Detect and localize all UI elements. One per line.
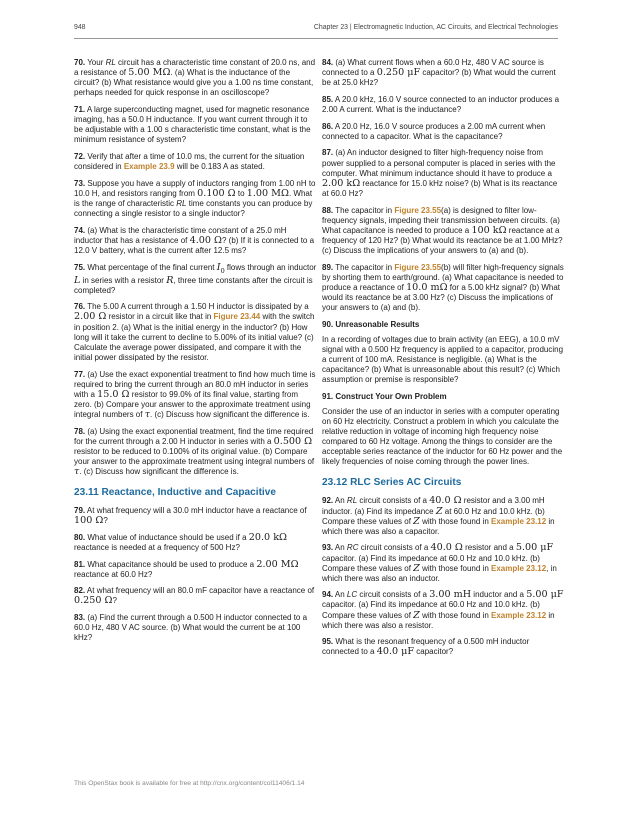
section-heading-rlc: 23.12 RLC Series AC Circuits xyxy=(322,477,462,489)
problem-80: 80. What value of inductance should be used if a 20.0 kΩ reactance is needed at a frequency of 500 Hz? xyxy=(74,531,287,552)
figure-link[interactable]: Figure 23.44 xyxy=(213,312,261,322)
problem-81: 81. What capacitance should be used to produce a 2.00 MΩ reactance at 60.0 Hz? xyxy=(74,558,299,579)
problem-89: 89. The capacitor in Figure 23.55(b) will filter high-frequency signals by shorting them to earth/ground. (a) What capacitance is needed to produce a reactance of 10.0 mΩ for a 5.00 kHz signal? (b) What would its reactance be at 3.00 Hz? (c) Discuss the implications of your answers to (a) and (b). xyxy=(322,262,564,312)
figure-link[interactable]: Figure 23.55 xyxy=(394,262,442,272)
problem-84: 84. (a) What current flows when a 60.0 Hz, 480 V AC source is connected to a 0.250 μF capacitor? (b) What would the current be at 25.0 kHz? xyxy=(322,58,556,88)
header-rule xyxy=(74,38,558,39)
problem-73: 73. Suppose you have a supply of inductors ranging from 1.00 nH to 10.0 H, and resistors ranging from 0.100 Ω to 1.00 MΩ. What is the range of characteristic RL time constants you can produce by connecting a single resistor to a single inductor? xyxy=(74,178,316,218)
problem-83: 83. (a) Find the current through a 0.500 H inductor connected to a 60.0 Hz, 480 V AC source. (b) What would the current be at 100 kHz? xyxy=(74,613,308,643)
problem-77: 77. (a) Use the exact exponential treatment to find how much time is required to bring the current through an 80.0 mH inductor in series with a 15.0 Ω resistor to 99.0% of its final value, starting from zero. (b) Compare your answer to the approximate treatment using integral numbers of τ. (c) Discuss how significant the difference is. xyxy=(74,369,316,420)
problem-85: 85. A 20.0 kHz, 16.0 V source connected to an inductor produces a 2.00 A current. What is the inductance? xyxy=(322,94,560,114)
subheading-unreasonable: 90. Unreasonable Results xyxy=(322,319,420,329)
problem-92: 92. An RL circuit consists of a 40.0 Ω resistor and a 3.00 mH inductor. (a) Find its impedance Z at 60.0 Hz and 10.0 kHz. (b) Compare these values of Z with those found in Example 23.12 in which there was also a capacitor. xyxy=(322,495,555,536)
problem-71: 71. A large superconducting magnet, used for magnetic resonance imaging, has a 50.0 H inductance. If you want current through it to be adjustable with a 1.00 s characteristic time constant, what is the minimum resistance of system? xyxy=(74,104,311,145)
left-column xyxy=(74,58,317,650)
page-header xyxy=(74,24,558,38)
problem-78: 78. (a) Using the exact exponential treatment, find the time required for the current through a 2.00 H inductor in series with a 0.500 Ω resistor to be reduced to 0.100% of its original value. (b) Compare your answer to the approximate treatment using integral numbers of τ. (c) Discuss how significant the difference is. xyxy=(74,426,315,477)
problem-70: 70. Your RL circuit has a characteristic time constant of 20.0 ns, and a resistance of 5.00 MΩ. (a) What is the inductance of the circuit? (b) What resistance would give you a 1.00 ns time constant, perhaps needed for quick response in an oscilloscope? xyxy=(74,58,316,98)
page-footer: This OpenStax book is available for free at http://cnx.org/content/col11406/1.14 xyxy=(74,780,305,787)
problem-76: 76. The 5.00 A current through a 1.50 H inductor is dissipated by a 2.00 Ω resistor in a circuit like that in Figure 23.44 with the switch in position 2. (a) What is the initial energy in the inductor? (b) How long will it take the current to decline to 5.00% of its initial value? (c) Calculate the average power dissipated, and compare it with the initial power dissipated by the resistor. xyxy=(74,302,315,362)
problem-87: 87. (a) An inductor designed to filter high-frequency noise from power supplied to a personal computer is placed in series with the computer. What minimum inductance should it have to produce a 2.00 kΩ reactance for 15.0 kHz noise? (b) What is its reactance at 60.0 Hz? xyxy=(322,148,558,198)
example-link[interactable]: Example 23.9 xyxy=(123,162,175,172)
example-link[interactable]: Example 23.12 xyxy=(491,610,547,620)
subheading-construct: 91. Construct Your Own Problem xyxy=(322,391,447,401)
problem-75: 75. What percentage of the final current $I_0$ flows through an inductor L in series with a resistor R, three time constants after the circuit is completed? xyxy=(74,261,317,295)
problem-86: 86. A 20.0 Hz, 16.0 V source produces a 2.00 mA current when connected to a capacitor. What is the capacitance? xyxy=(322,121,546,141)
example-link[interactable]: Example 23.12 xyxy=(491,516,547,526)
problem-72: 72. Verify that after a time of 10.0 ms, the current for the situation considered in Example 23.9 will be 0.183 A as stated. xyxy=(74,151,305,172)
problem-94: 94. An LC circuit consists of a 3.00 mH inductor and a 5.00 μF capacitor. (a) Find its impedance at 60.0 Hz and 10.0 kHz. (b) Compare these values of Z with those found in Example 23.12 in which there was also a resistor. xyxy=(322,589,564,630)
math: 5.00 MΩ xyxy=(128,67,171,79)
section-heading-reactance: 23.11 Reactance, Inductive and Capacitive xyxy=(74,487,276,499)
problem-88: 88. The capacitor in Figure 23.55(a) is designed to filter low-frequency signals, impeding their transmission between circuits. (a) What capacitance is needed to produce a 100 kΩ reactance at a frequency of 120 Hz? (b) What would its reactance be at 1.00 MHz? (c) Discuss the implications of your answers to (a) and (b). xyxy=(322,205,563,255)
problem-82: 82. At what frequency will an 80.0 mF capacitor have a reactance of 0.250 Ω? xyxy=(74,586,315,607)
right-column xyxy=(322,58,565,664)
example-link[interactable]: Example 23.12 xyxy=(491,563,547,573)
problem-74: 74. (a) What is the characteristic time constant of a 25.0 mH inductor that has a resistance of 4.00 Ω? (b) If it is connected to a 12.0 V battery, what is the current after 12.5 ms? xyxy=(74,225,315,255)
chapter-title: Chapter 23 | Electromagnetic Induction, AC Circuits, and Electrical Technologies xyxy=(313,24,558,31)
problem-79: 79. At what frequency will a 30.0 mH inductor have a reactance of 100 Ω? xyxy=(74,506,307,527)
problem-90: In a recording of voltages due to brain activity (an EEG), a 10.0 mV signal with a 0.500 Hz frequency is applied to a capacitor, producing a current of 100 mA. Resistance is negligible. (a) What is the capacitance? (b) What is unreasonable about this result? (c) Which assumption or premise is responsible? xyxy=(322,334,564,385)
problem-91: Consider the use of an inductor in series with a computer operating on 60 Hz electricity. Construct a problem in which you calculate the relative reduction in voltage of incoming high frequency noise compared to 60 Hz voltage. Among the things to consider are the acceptable series reactance of the inductor for 60 Hz power and the likely frequencies of noise coming through the power lines. xyxy=(322,406,563,467)
figure-link[interactable]: Figure 23.55 xyxy=(394,205,442,215)
page-number: 948 xyxy=(74,24,86,31)
problem-93: 93. An RC circuit consists of a 40.0 Ω resistor and a 5.00 μF capacitor. (a) Find its impedance at 60.0 Hz and 10.0 kHz. (b) Compare these values of Z with those found in Example 23.12, in which there was also an inductor. xyxy=(322,542,557,583)
problem-95: 95. What is the resonant frequency of a 0.500 mH inductor connected to a 40.0 μF capacitor? xyxy=(322,637,530,658)
